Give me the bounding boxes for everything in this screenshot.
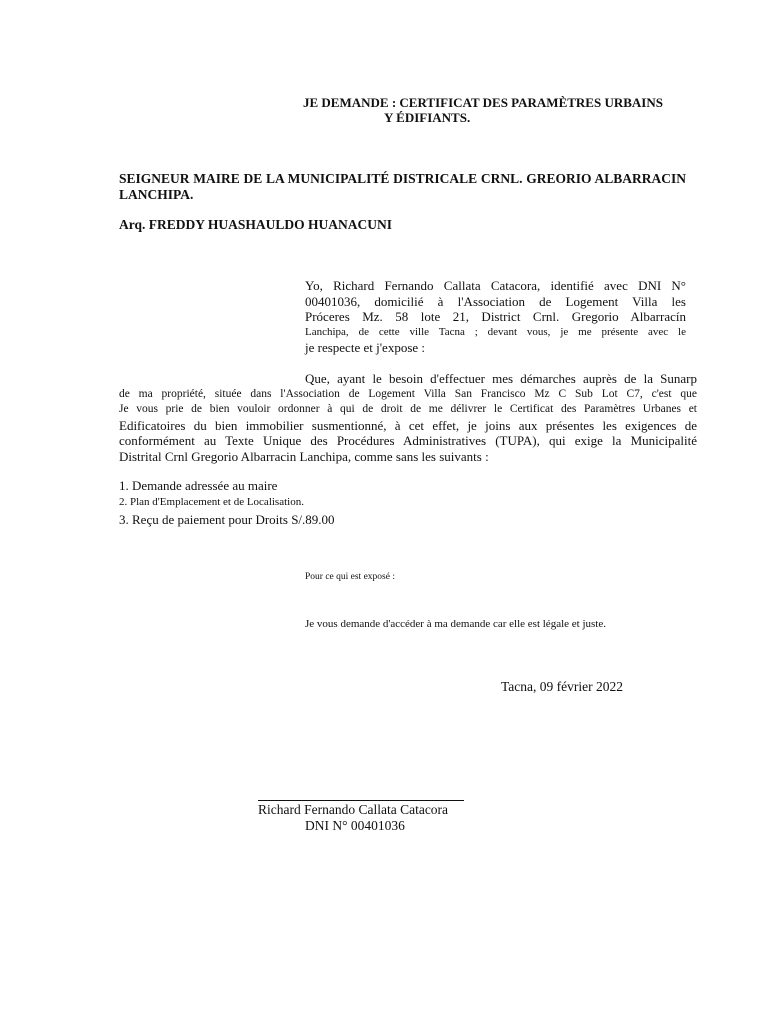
body-line: de ma propriété, située dans l'Association de Logement Villa San Francisco Mz C Sub Lot C7, c'est que xyxy=(119,387,697,400)
intro-line: 00401036, domicilié à l'Association de Logement Villa les xyxy=(305,293,686,309)
request-statement: Je vous demande d'accéder à ma demande car elle est légale et juste. xyxy=(305,618,606,630)
requirements-list xyxy=(119,478,335,529)
intro-paragraph xyxy=(305,278,686,356)
list-item: 3. Reçu de paiement pour Droits S/.89.00 xyxy=(119,511,335,527)
body-line: Que, ayant le besoin d'effectuer mes démarches auprès de la Sunarp xyxy=(305,371,697,386)
body-paragraph xyxy=(119,371,697,464)
list-item: 1. Demande adressée au maire xyxy=(119,478,278,493)
signer-dni: DNI N° 00401036 xyxy=(305,818,405,833)
expose-statement: Pour ce qui est exposé : xyxy=(305,572,395,582)
signer-name: Richard Fernando Callata Catacora xyxy=(258,802,449,817)
addressee: SEIGNEUR MAIRE DE LA MUNICIPALITÉ DISTRICALE CRNL. GREORIO ALBARRACIN LANCHIPA. xyxy=(119,171,686,202)
architect-name: Arq. FREDDY HUASHAULDO HUANACUNI xyxy=(119,217,393,232)
body-line: Distrital Crnl Gregorio Albarracin Lanchipa, comme sans les suivants : xyxy=(119,448,489,464)
document-title-line1: JE DEMANDE : CERTIFICAT DES PARAMÈTRES URBAINS xyxy=(303,95,663,110)
list-item: 2. Plan d'Emplacement et de Localisation. xyxy=(119,495,304,508)
body-line: conformément au Texte Unique des Procédures Administratives (TUPA), qui exige la Municipalité xyxy=(119,433,697,448)
intro-line: Yo, Richard Fernando Callata Catacora, identifié avec DNI N° xyxy=(305,278,686,293)
intro-line: je respecte et j'expose : xyxy=(305,340,426,355)
document-title-line2: Y ÉDIFIANTS. xyxy=(384,110,471,125)
date-line: Tacna, 09 février 2022 xyxy=(501,679,624,694)
signature-line xyxy=(258,800,464,801)
body-line: Edificatoires du bien immobilier susmentionné, à cet effet, je joins aux présentes les exigences de xyxy=(119,417,697,433)
intro-line: Próceres Mz. 58 lote 21, District Crnl. Gregorio Albarracín xyxy=(305,309,686,324)
intro-line: Lanchipa, de cette ville Tacna ; devant vous, je me présente avec le xyxy=(305,325,686,338)
body-line: Je vous prie de bien vouloir ordonner à qui de droit de me délivrer le Certificat des Paramètres Urbanes et xyxy=(119,403,697,415)
